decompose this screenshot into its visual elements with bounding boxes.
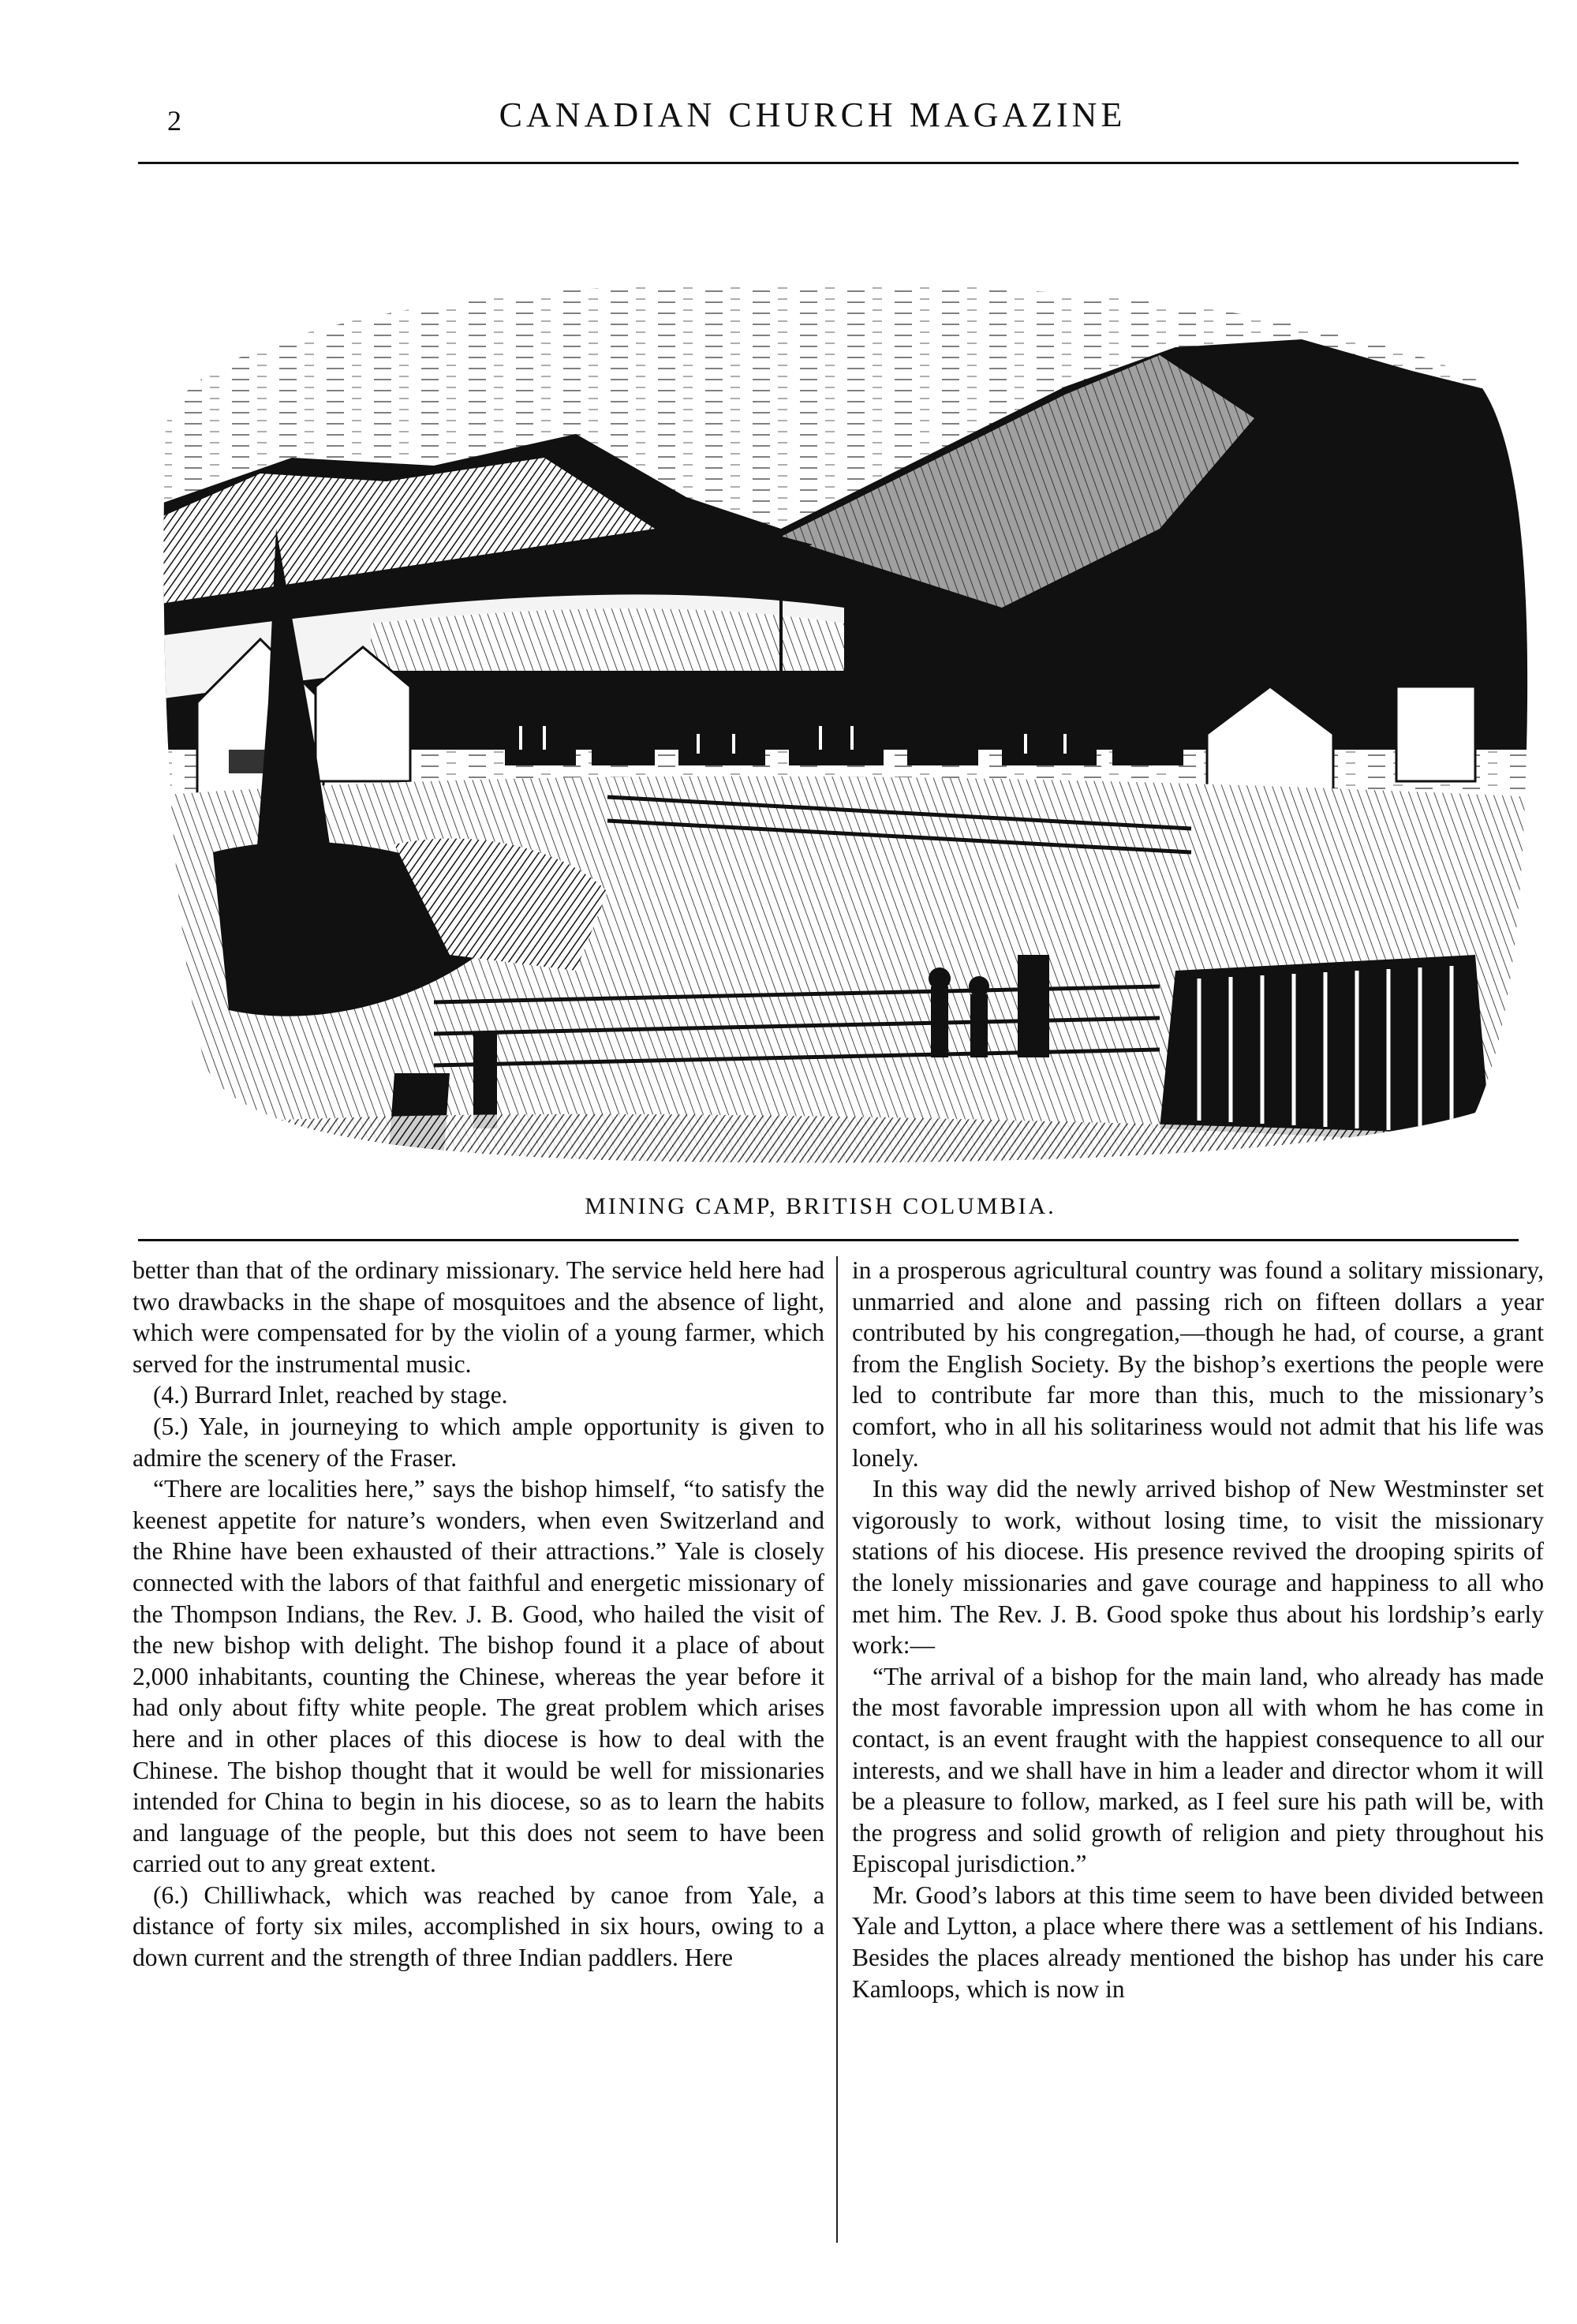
right-paragraph-1: in a prosperous agricultural country was found a solitary missionary, unmarried and alone and passing rich on fifteen dollars a year contributed by his congregation,—though he had, of course, a grant from the English Society. By the bishop’s exertions the people were led to contribute far more than this, much to the missionary’s comfort, who in all his solitariness would not admit that his life was lonely. [852,1256,1544,1472]
page-number: 2 [167,105,182,137]
left-paragraph-3: (5.) Yale, in journeying to which ample opportunity is given to admire the scenery of the Fraser. [133,1412,824,1472]
header-rule [138,162,1519,164]
right-column [852,1255,1544,2273]
figure-caption: MINING CAMP, BRITISH COLUMBIA. [585,1193,1056,1219]
left-paragraph-4: “There are localities here,” says the bishop himself, “to satisfy the keenest appetite for nature’s wonders, when even Switzerland and the Rhine have been exhausted of their attractions.” Yale is closely connected with the labors of that faithful and energetic missionary of the Thompson Indians, the Rev. J. B. Good, who hailed the visit of the new bishop with delight. The bishop found it a place of about 2,000 inhabitants, counting the Chinese, whereas the year before it had only about fifty white people. The great problem which arises here and in other places of this diocese is how to deal with the Chinese. The bishop thought that it would be well for missionaries intended for China to begin in his diocese, so as to learn the habits and language of the people, but this does not seem to have been carried out to any great extent. [133,1475,824,1878]
left-paragraph-5: (6.) Chilliwhack, which was reached by canoe from Yale, a distance of forty six miles, accomplished in six hours, owing to a down current and the strength of three Indian paddlers. Here [133,1881,824,1972]
left-paragraph-2: (4.) Burrard Inlet, reached by stage. [153,1381,508,1409]
left-column [133,1255,824,2273]
left-paragraph-1: better than that of the ordinary missionary. The service held here had two drawbacks in the shape of mosquitoes and the absence of light, which were compensated for by the violin of a young farmer, which served for the instrumental music. [133,1256,824,1378]
running-head: CANADIAN CHURCH MAGAZINE [499,95,1127,134]
caption-rule [138,1239,1519,1241]
right-paragraph-3: “The arrival of a bishop for the main land, who already has made the most favorable impression upon all with whom he has come in contact, is an event fraught with the happiest consequence to all our interests, and we shall have in him a leader and director whom it will be a pleasure to follow, marked, as I feel sure his path will be, with the progress and solid growth of religion and piety throughout his Episcopal jurisdiction.” [852,1662,1544,1878]
mining-camp-engraving [134,197,1538,1184]
page-header [126,95,1499,142]
right-paragraph-2: In this way did the newly arrived bishop of New Westminster set vigorously to work, without losing time, to visit the missionary stations of his diocese. His presence revived the drooping spirits of the lonely missionaries and gave courage and happiness to all who met him. The Rev. J. B. Good spoke thus about his lordship’s early work:— [852,1475,1544,1660]
column-divider [836,1256,838,2243]
right-paragraph-4: Mr. Good’s labors at this time seem to have been divided between Yale and Lytton, a place where there was a settlement of his Indians. Besides the places already mentioned the bishop has under his care Kamloops, which is now in [852,1881,1544,2003]
